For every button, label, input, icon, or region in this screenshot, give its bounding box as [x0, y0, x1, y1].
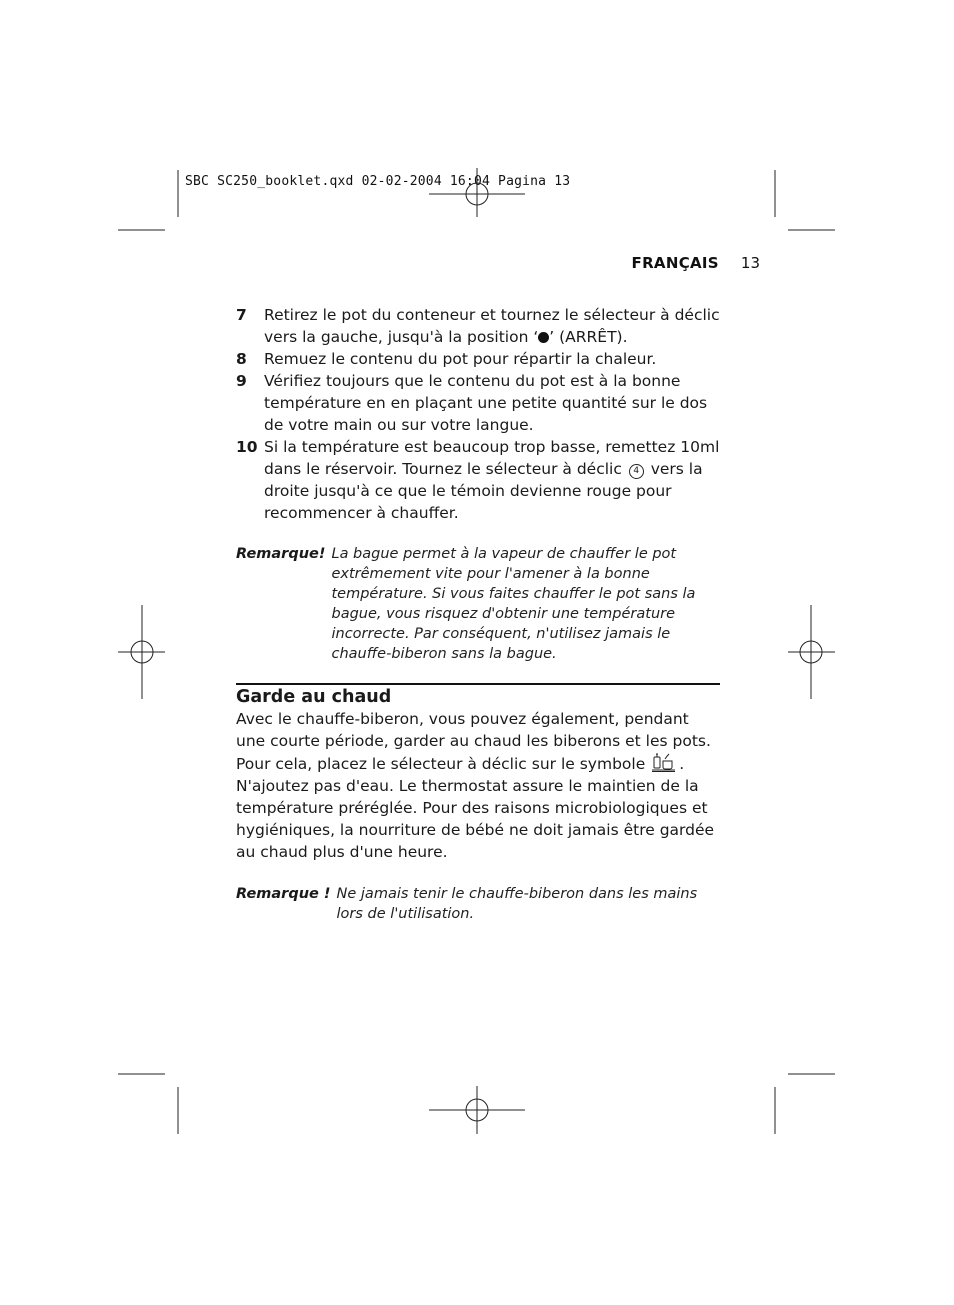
off-dot-icon — [538, 332, 549, 343]
section-paragraph: Avec le chauffe-biberon, vous pouvez également, pendant une courte période, garder au chaud les biberons et les pots. — [236, 710, 711, 750]
instruction-steps — [236, 304, 720, 524]
step-text: Vérifiez toujours que le contenu du pot est à la bonne température en en plaçant une petite quantité sur le dos de votre main ou sur votre langue. — [264, 372, 708, 434]
step-text: Remuez le contenu du pot pour répartir la chaleur. — [264, 350, 657, 368]
step-10 — [236, 436, 720, 524]
step-text: Retirez le pot du conteneur et tournez le sélecteur à déclic vers la gauche, jusqu'à la position ‘ ’ (ARRÊT). — [264, 306, 720, 346]
step-9 — [236, 370, 720, 436]
step-number: 9 — [236, 372, 247, 390]
page-content — [236, 304, 720, 924]
note-text: Ne jamais tenir le chauffe-biberon dans les mains lors de l'utilisation. — [336, 886, 698, 922]
step-number: 10 — [236, 438, 258, 456]
step-number: 7 — [236, 306, 247, 324]
note-text: La bague permet à la vapeur de chauffer le pot extrêmement vite pour l'amener à la bonne température. Si vous faites chauffer le pot sans la bague, vous risquez d'obtenir une température incorrecte. Par conséquent, n'utilisez jamais le chauffe-biberon sans la bague. — [331, 546, 696, 662]
circled-number-icon: 4 — [629, 464, 644, 479]
page-header — [632, 254, 760, 272]
step-7 — [236, 304, 720, 348]
section-divider — [236, 683, 720, 685]
keep-warm-icon — [651, 752, 677, 772]
note-warning — [236, 884, 720, 924]
step-text: Si la température est beaucoup trop basse, remettez 10ml dans le réservoir. Tournez le sélecteur à déclic 4 vers la droite jusqu'à ce que le témoin devienne rouge pour recommencer à chauffer. — [264, 438, 720, 522]
step-8 — [236, 348, 720, 370]
step-number: 8 — [236, 350, 247, 368]
section-paragraph: Pour cela, placez le sélecteur à déclic sur le symbole . N'ajoutez pas d'eau. Le thermostat assure le maintien de la température préréglée. Pour des raisons microbiologiques et hygiéniques, la nourriture de bébé ne doit jamais être gardée au chaud plus d'une heure. — [236, 752, 720, 863]
note-label: Remarque! — [236, 546, 326, 562]
section-title: Garde au chaud — [236, 687, 392, 707]
note-ring — [236, 544, 720, 664]
note-label: Remarque ! — [236, 886, 331, 902]
page-number: 13 — [740, 254, 760, 272]
print-slug: SBC SC250_booklet.qxd 02-02-2004 16:04 Pagina 13 — [185, 174, 571, 189]
language-label: FRANÇAIS — [631, 254, 719, 272]
